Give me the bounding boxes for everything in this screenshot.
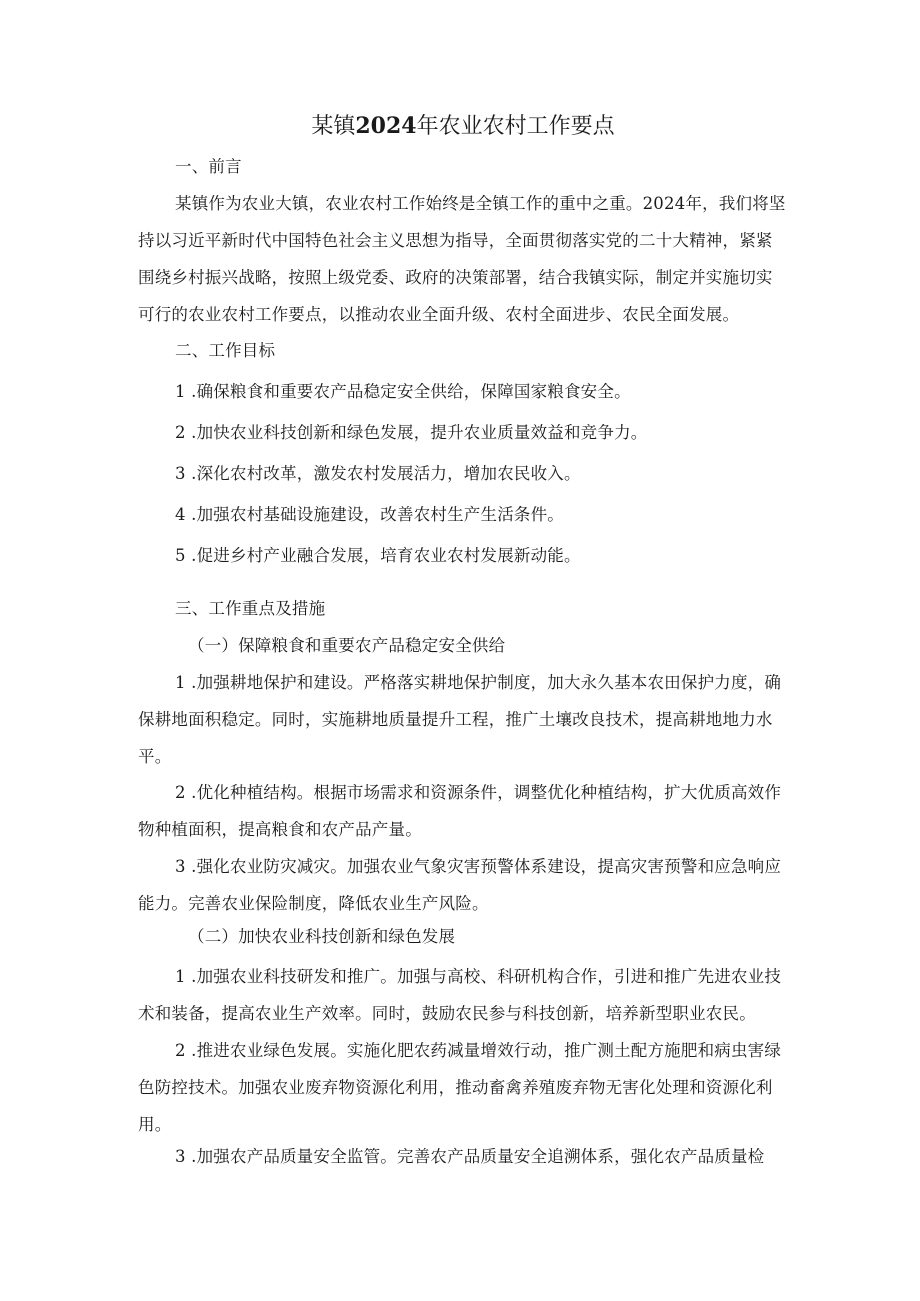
- measure-item: 3 .加强农产品质量安全监管。完善农产品质量安全追溯体系，强化农产品质量检: [175, 1147, 765, 1166]
- goal-item: 4 .加强农村基础设施建设，改善农村生产生活条件。: [175, 505, 564, 524]
- subsection-heading-2: （二）加快农业科技创新和绿色发展: [188, 927, 456, 946]
- subsection-heading-1: （一）保障粮食和重要农产品稳定安全供给: [188, 636, 506, 655]
- measure-item: 1 .加强农业科技研发和推广。加强与高校、科研机构合作，引进和推广先进农业技术和装备，提高农业生产效率。同时，鼓励农民参与科技创新，培养新型职业农民。: [138, 967, 782, 1023]
- goal-item: 2 .加快农业科技创新和绿色发展，提升农业质量效益和竞争力。: [175, 423, 648, 442]
- section-heading-goals: 二、工作目标: [175, 341, 276, 360]
- title-prefix: 某镇: [311, 114, 356, 139]
- section-heading-preface: 一、前言: [175, 157, 242, 176]
- goal-item: 3 .深化农村改革，激发农村发展活力，增加农民收入。: [175, 464, 581, 483]
- document-title: [138, 110, 788, 143]
- goal-item: 5 .促进乡村产业融合发展，培育农业农村发展新动能。: [175, 546, 581, 565]
- title-suffix: 年农业农村工作要点: [416, 114, 615, 139]
- title-year: 2024: [355, 113, 417, 139]
- section-heading-measures: 三、工作重点及措施: [175, 599, 326, 618]
- measure-item: 2 .推进农业绿色发展。实施化肥农药减量增效行动，推广测土配方施肥和病虫害绿色防控技术。加强农业废弃物资源化利用，推动畜禽养殖废弃物无害化处理和资源化利用。: [138, 1041, 782, 1134]
- preface-paragraph: 某镇作为农业大镇，农业农村工作始终是全镇工作的重中之重。2024年，我们将坚持以习近平新时代中国特色社会主义思想为指导，全面贯彻落实党的二十大精神，紧紧围绕乡村振兴战略，按照上级党委、政府的决策部署，结合我镇实际，制定并实施切实可行的农业农村工作要点，以推动农业全面升级、农村全面进步、农民全面发展。: [138, 194, 786, 324]
- measure-item: 2 .优化种植结构。根据市场需求和资源条件，调整优化种植结构，扩大优质高效作物种植面积，提高粮食和农产品产量。: [138, 783, 782, 839]
- measure-item: 1 .加强耕地保护和建设。严格落实耕地保护制度，加大永久基本农田保护力度，确保耕地面积稳定。同时，实施耕地质量提升工程，推广土壤改良技术，提高耕地地力水平。: [138, 673, 782, 766]
- goal-item: 1 .确保粮食和重要农产品稳定安全供给，保障国家粮食安全。: [175, 382, 631, 401]
- measure-item: 3 .强化农业防灾减灾。加强农业气象灾害预警体系建设，提高灾害预警和应急响应能力。完善农业保险制度，降低农业生产风险。: [138, 857, 782, 913]
